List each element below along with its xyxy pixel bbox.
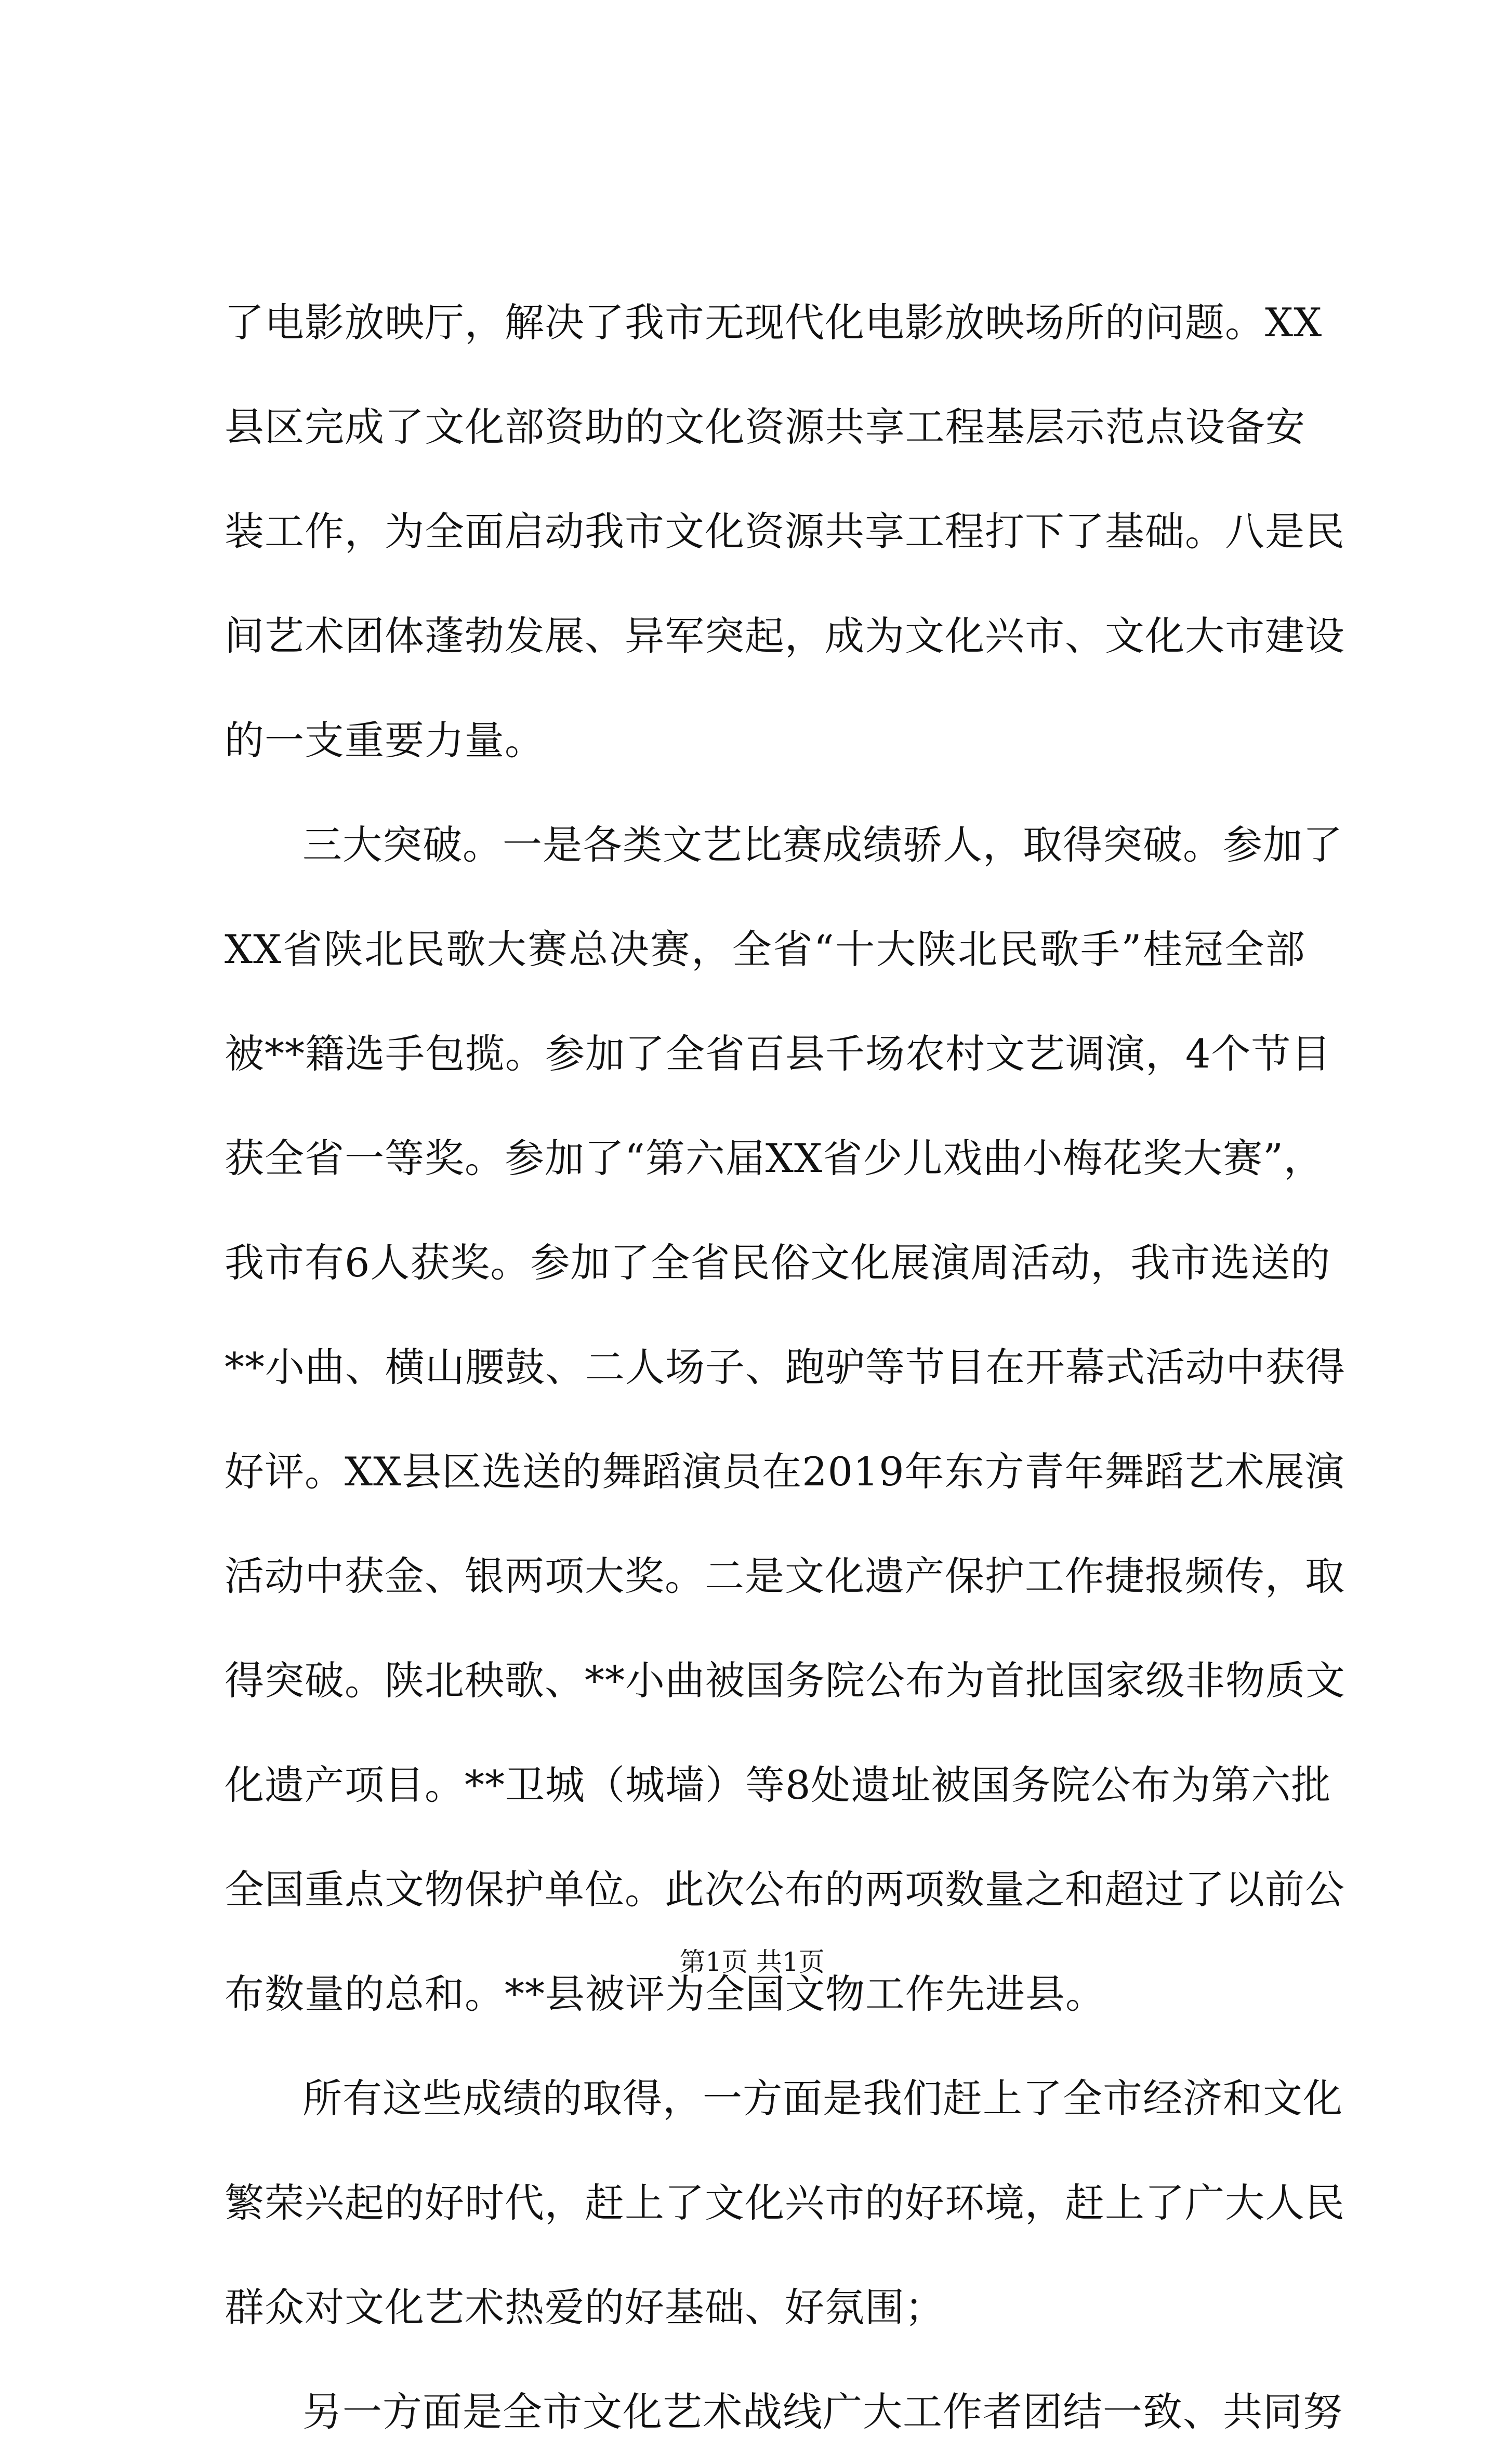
paragraph-line: 三大突破。一是各类文艺比赛成绩骄人，取得突破。参加了 <box>302 822 1343 868</box>
paragraph-line: 所有这些成绩的取得，一方面是我们赶上了全市经济和文化 <box>302 2075 1343 2122</box>
paragraph-line: 活动中获金、银两项大奖。二是文化遗产保护工作捷报频传，取 <box>225 1553 1345 1599</box>
paragraph-line: 我市有6人获奖。参加了全省民俗文化展演周活动，我市选送的 <box>225 1240 1331 1286</box>
paragraph-line: 装工作，为全面启动我市文化资源共享工程打下了基础。八是民 <box>225 508 1345 555</box>
document-body <box>225 270 1345 2464</box>
paragraph-line: 得突破。陕北秧歌、**小曲被国务院公布为首批国家级非物质文 <box>225 1657 1345 1704</box>
paragraph-line: 群众对文化艺术热爱的好基础、好氛围； <box>225 2284 945 2330</box>
paragraph-line: 全国重点文物保护单位。此次公布的两项数量之和超过了以前公 <box>225 1866 1345 1913</box>
paragraph-line: 繁荣兴起的好时代，赶上了文化兴市的好环境，赶上了广大人民 <box>225 2180 1345 2226</box>
paragraph-line: 了电影放映厅，解决了我市无现代化电影放映场所的问题。XX <box>225 299 1323 346</box>
page-number-footer: 第1页 共1页 <box>679 1947 825 1977</box>
paragraph-line: **小曲、横山腰鼓、二人场子、跑驴等节目在开幕式活动中获得 <box>225 1344 1345 1390</box>
paragraph-line: 布数量的总和。**县被评为全国文物工作先进县。 <box>225 1971 1105 2017</box>
paragraph-line: 好评。XX县区选送的舞蹈演员在2019年东方青年舞蹈艺术展演 <box>225 1448 1345 1495</box>
paragraph-line: 间艺术团体蓬勃发展、异军突起，成为文化兴市、文化大市建设 <box>225 613 1345 659</box>
paragraph-line: 县区完成了文化部资助的文化资源共享工程基层示范点设备安 <box>225 404 1305 450</box>
paragraph-line: 化遗产项目。**卫城（城墙）等8处遗址被国务院公布为第六批 <box>225 1762 1331 1808</box>
paragraph-line: 另一方面是全市文化艺术战线广大工作者团结一致、共同努 <box>302 2389 1343 2435</box>
paragraph-line: 被**籍选手包揽。参加了全省百县千场农村文艺调演，4个节目 <box>225 1031 1331 1077</box>
paragraph-line: 的一支重要力量。 <box>225 717 545 763</box>
paragraph-line: 获全省一等奖。参加了“第六届XX省少儿戏曲小梅花奖大赛”， <box>225 1135 1324 1181</box>
paragraph-line: XX省陕北民歌大赛总决赛，全省“十大陕北民歌手”桂冠全部 <box>225 926 1305 972</box>
